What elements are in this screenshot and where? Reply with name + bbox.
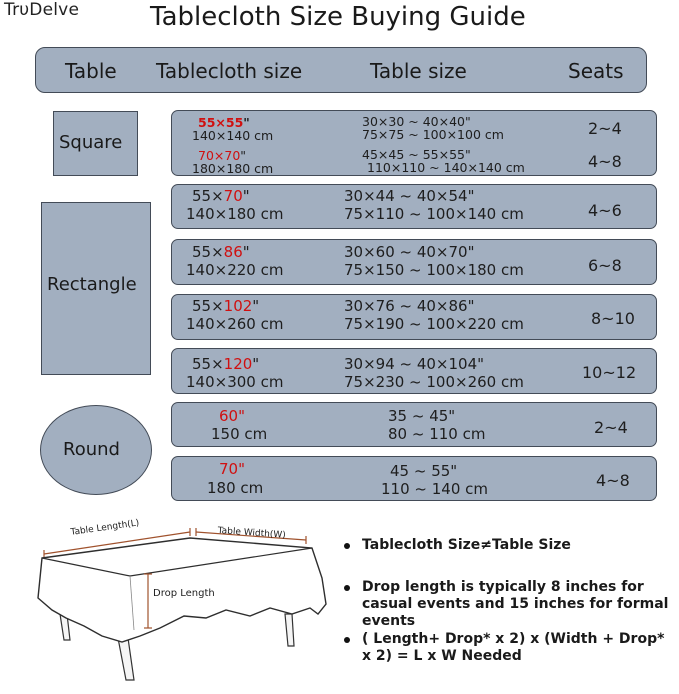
round-2-cloth-inch: 70"	[219, 460, 245, 478]
rect-2-size-inch: 30×60 ~ 40×70"	[344, 243, 475, 261]
round-2-cloth-cm: 180 cm	[207, 479, 264, 497]
table-width-label: Table Width(W)	[217, 526, 287, 541]
rectangle-label: Rectangle	[47, 274, 137, 295]
rect-1-size-inch: 30×44 ~ 40×54"	[344, 187, 475, 205]
square-2-size-inch: 45×45 ~ 55×55"	[362, 147, 471, 162]
rect-3-seats: 8~10	[591, 309, 635, 328]
rect-3-size-inch: 30×76 ~ 40×86"	[344, 297, 475, 315]
drop-length-label: Drop Length	[153, 588, 215, 599]
square-2-seats: 4~8	[588, 152, 622, 171]
note-drop-length: Drop length is typically 8 inches for casual events and 15 inches for formal events	[362, 579, 669, 629]
rect-3-size-cm: 75×190 ~ 100×220 cm	[344, 315, 524, 333]
rect-4-size-cm: 75×230 ~ 100×260 cm	[344, 373, 524, 391]
note-formula: ( Length+ Drop* x 2) x (Width + Drop* x 2) = L x W Needed	[362, 631, 665, 664]
header-tablecloth-size: Tablecloth size	[156, 59, 303, 83]
rect-2-cloth-cm: 140×220 cm	[186, 261, 284, 279]
round-1-cloth-cm: 150 cm	[211, 425, 268, 443]
rect-2-cloth-inch: 55×86"	[192, 243, 250, 261]
square-1-size-inch: 30×30 ~ 40×40"	[362, 114, 471, 129]
rect-1-seats: 4~6	[588, 201, 622, 220]
rect-1-cloth-inch: 55×70"	[192, 187, 250, 205]
round-label: Round	[63, 439, 120, 460]
square-2-cloth-inch: 70×70"	[198, 148, 247, 163]
rect-4-size-inch: 30×94 ~ 40×104"	[344, 355, 485, 373]
table-length-label: Table Length(L)	[70, 518, 140, 538]
bullet-icon	[344, 637, 350, 643]
square-1-size-cm: 75×75 ~ 100×100 cm	[362, 127, 504, 142]
tablecloth-diagram	[30, 518, 340, 694]
rect-4-cloth-inch: 55×120"	[192, 355, 260, 373]
square-1-cloth-inch: 55×55"	[198, 115, 250, 130]
rect-1-size-cm: 75×110 ~ 100×140 cm	[344, 205, 524, 223]
table-header	[35, 47, 647, 93]
brand-logo: TrυDelve	[4, 0, 80, 20]
table-leg	[118, 638, 134, 680]
rect-4-seats: 10~12	[582, 363, 637, 382]
round-1-seats: 2~4	[594, 418, 628, 437]
round-1-cloth-inch: 60"	[219, 407, 245, 425]
square-label: Square	[59, 132, 123, 153]
round-2-size-cm: 110 ~ 140 cm	[381, 480, 488, 498]
round-1-size-inch: 35 ~ 45"	[388, 407, 456, 425]
header-table: Table	[65, 59, 117, 83]
rect-3-cloth-cm: 140×260 cm	[186, 315, 284, 333]
header-table-size: Table size	[370, 59, 467, 83]
bullet-icon	[344, 543, 350, 549]
rect-2-seats: 6~8	[588, 256, 622, 275]
round-2-seats: 4~8	[596, 471, 630, 490]
round-1-size-cm: 80 ~ 110 cm	[388, 425, 486, 443]
rect-4-cloth-cm: 140×300 cm	[186, 373, 284, 391]
rect-2-size-cm: 75×150 ~ 100×180 cm	[344, 261, 524, 279]
square-2-cloth-cm: 180×180 cm	[192, 161, 274, 176]
round-2-size-inch: 45 ~ 55"	[390, 462, 458, 480]
square-2-size-cm: 110×110 ~ 140×140 cm	[367, 160, 525, 175]
rect-1-cloth-cm: 140×180 cm	[186, 205, 284, 223]
table-leg	[285, 614, 294, 646]
bullet-icon	[344, 585, 350, 591]
square-1-seats: 2~4	[588, 119, 622, 138]
square-1-cloth-cm: 140×140 cm	[192, 128, 274, 143]
page-title: Tablecloth Size Buying Guide	[150, 2, 526, 32]
header-seats: Seats	[568, 59, 624, 83]
rect-3-cloth-inch: 55×102"	[192, 297, 260, 315]
note-size-difference: Tablecloth Size≠Table Size	[362, 537, 571, 553]
